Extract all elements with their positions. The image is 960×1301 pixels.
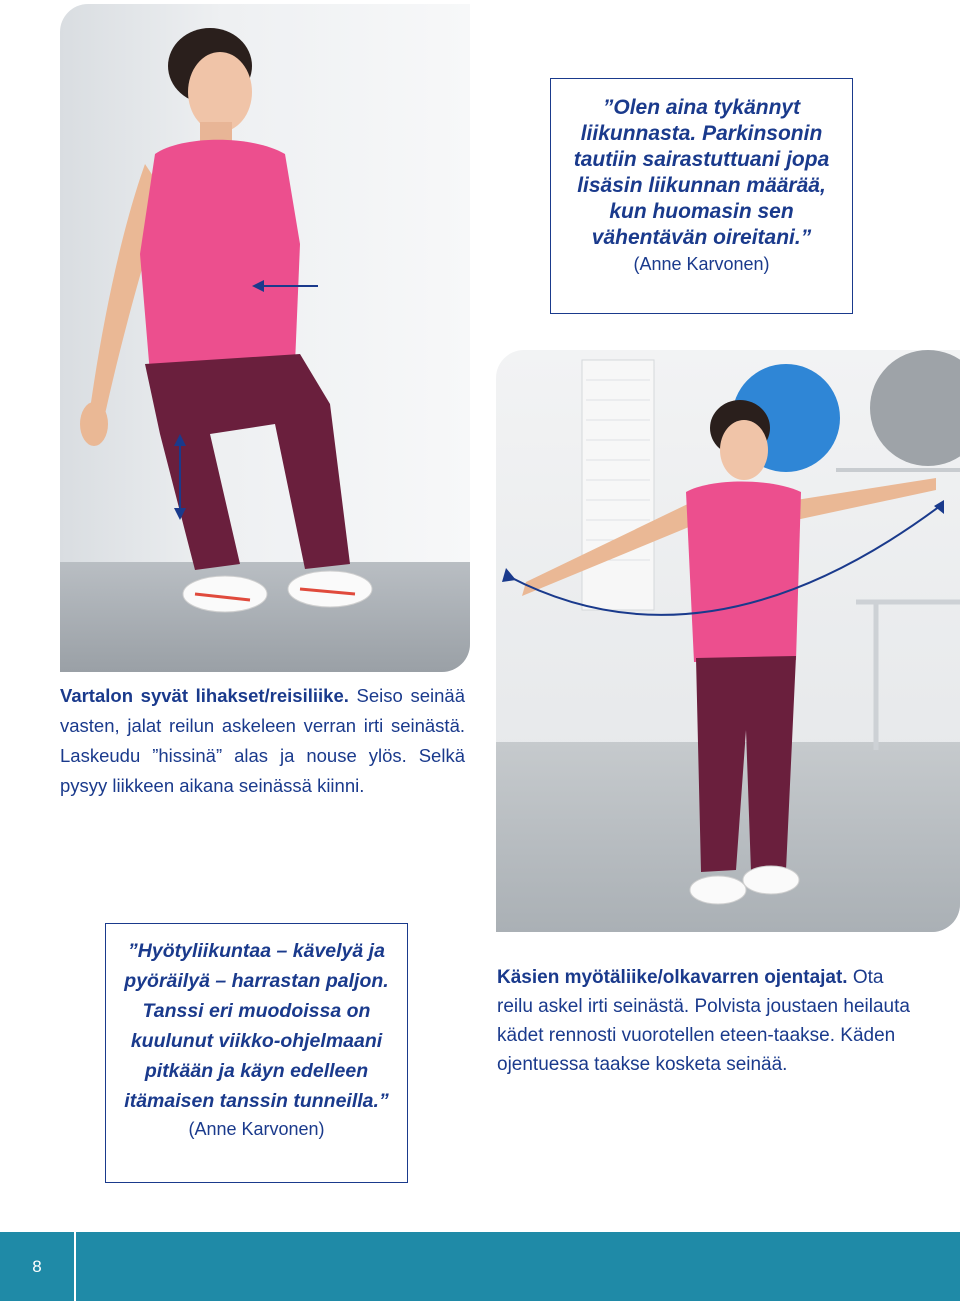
arm-swing-illustration xyxy=(496,350,960,932)
quote-box-top xyxy=(550,78,853,314)
quote-attribution: (Anne Karvonen) xyxy=(188,1119,325,1139)
quote-text: ”Olen aina tykännyt liikunnasta. Parkinsonin tautiin sairastuttuani jopa lisäsin liikunnan määrää, kun huomasin sen vähentävän oireitani.” xyxy=(573,96,830,249)
wall-sit-photo xyxy=(60,4,470,672)
wall-sit-illustration xyxy=(60,4,470,672)
exercise-instructions: Seiso seinää vasten, jalat reilun askeleen verran irti seinästä. Laskeudu ”hissinä” alas ja nouse ylös. Selkä pysyy liikkeen aikana seinässä kiinni. xyxy=(60,685,466,796)
page-number: 8 xyxy=(32,1257,42,1276)
exercise-title: Käsien myötäliike/olkavarren ojentajat. xyxy=(497,967,848,988)
quote-text: ”Hyötyliikuntaa – kävelyä ja pyöräilyä – harrastan paljon. Tanssi eri muodoissa on kuulunut viikko-ohjelmaani pitkään ja käyn edelleen itämaisen tanssin tunneilla.” xyxy=(124,940,389,1112)
footer-bar xyxy=(0,1232,960,1301)
exercise-caption-arm-swing xyxy=(497,963,917,1079)
quote-attribution: (Anne Karvonen) xyxy=(633,254,770,274)
exercise-instructions: Ota reilu askel irti seinästä. Polvista joustaen heilauta kädet rennosti vuorotellen eteen-taakse. Käden ojentuessa taakse kosketa seinää. xyxy=(497,967,910,1075)
quote-box-bottom xyxy=(105,923,408,1183)
arm-swing-photo xyxy=(496,350,960,932)
exercise-caption-wall-sit xyxy=(60,681,465,801)
page-number-divider xyxy=(74,1232,76,1301)
exercise-title: Vartalon syvät lihakset/reisiliike. xyxy=(60,685,349,706)
